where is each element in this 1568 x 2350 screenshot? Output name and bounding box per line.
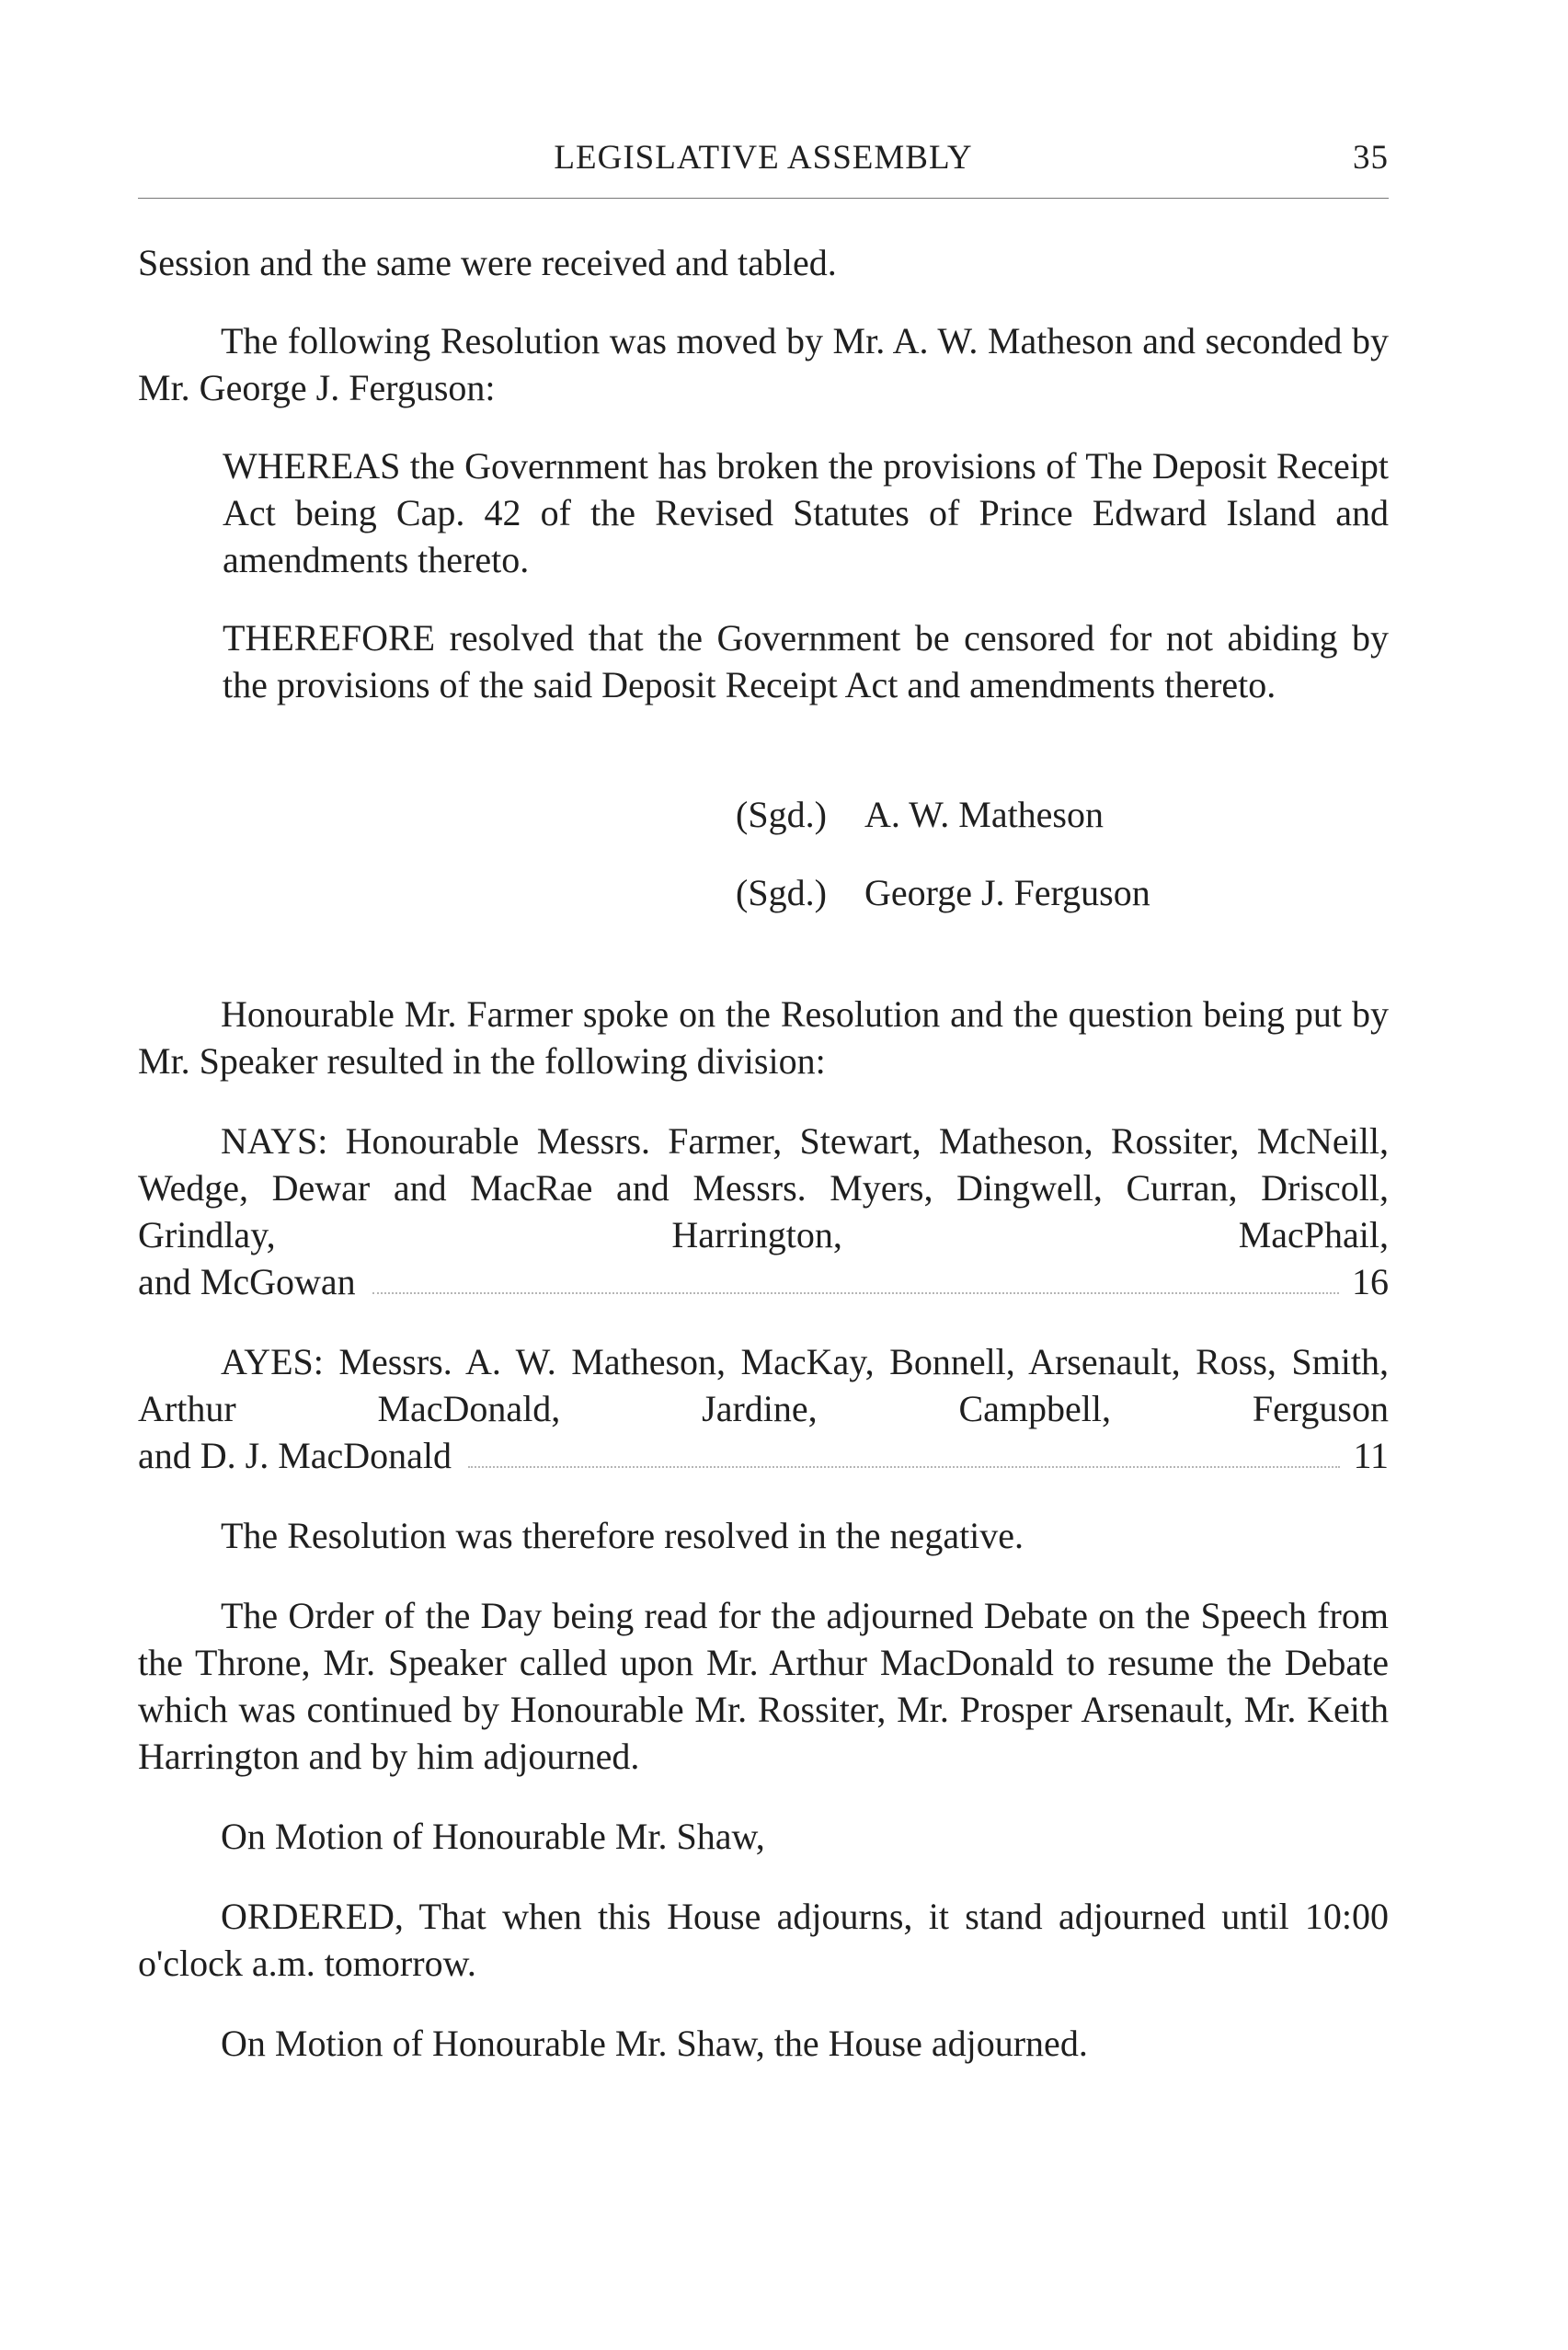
signature-label: (Sgd.) xyxy=(736,794,827,835)
signature-line xyxy=(736,869,1389,916)
dot-leader xyxy=(468,1466,1340,1468)
resolution-negative-paragraph: The Resolution was therefore resolved in the negative. xyxy=(221,1515,1024,1556)
nays-division xyxy=(138,1118,1389,1305)
therefore-clause: THEREFORE resolved that the Government be censored for not abiding by the provisions of the said Deposit Receipt Act and amendments thereto. xyxy=(223,617,1389,705)
page-number: 35 xyxy=(1353,139,1389,177)
ayes-division xyxy=(138,1338,1389,1479)
ordered-paragraph: ORDERED, That when this House adjourns, it stand adjourned until 10:00 o'clock a.m. tomorrow. xyxy=(138,1896,1389,1984)
signature-name: George J. Ferguson xyxy=(864,872,1150,913)
order-of-day-paragraph: The Order of the Day being read for the adjourned Debate on the Speech from the Throne, Mr. Speaker called upon Mr. Arthur MacDonald to resume the Debate which was continued by Honourable Mr. Rossiter, Mr. Prosper Arsenault, Mr. Keith Harrington and by him adjourned. xyxy=(138,1595,1389,1777)
ayes-list: AYES: Messrs. A. W. Matheson, MacKay, Bonnell, Arsenault, Ross, Smith, Arthur MacDonald, Jardine, Campbell, Ferguson xyxy=(138,1341,1389,1429)
resolution-moved-paragraph: The following Resolution was moved by Mr. A. W. Matheson and seconded by Mr. George J. Ferguson: xyxy=(138,320,1389,408)
header-rule xyxy=(138,198,1389,199)
running-header xyxy=(138,138,1389,184)
nays-count: 16 xyxy=(1352,1261,1389,1302)
nays-list: NAYS: Honourable Messrs. Farmer, Stewart, Matheson, Rossiter, McNeill, Wedge, Dewar and MacRae and Messrs. Myers, Dingwell, Curran, Driscoll, Grindlay, Harrington, MacPhail, xyxy=(138,1120,1389,1255)
nays-last-names: and McGowan xyxy=(138,1261,356,1302)
signature-name: A. W. Matheson xyxy=(864,794,1104,835)
header-title: LEGISLATIVE ASSEMBLY xyxy=(554,139,973,177)
farmer-spoke-paragraph: Honourable Mr. Farmer spoke on the Resolution and the question being put by Mr. Speaker resulted in the following division: xyxy=(138,993,1389,1082)
dot-leader xyxy=(372,1292,1339,1294)
ayes-total-line xyxy=(138,1432,1389,1479)
nays-total-line xyxy=(138,1258,1389,1305)
motion-paragraph: On Motion of Honourable Mr. Shaw, xyxy=(221,1816,765,1857)
signature-label: (Sgd.) xyxy=(736,872,827,913)
ayes-last-names: and D. J. MacDonald xyxy=(138,1435,452,1476)
ayes-count: 11 xyxy=(1353,1435,1389,1476)
whereas-clause: WHEREAS the Government has broken the provisions of The Deposit Receipt Act being Cap. 42 of the Revised Statutes of Prince Edward Island and amendments thereto. xyxy=(223,445,1389,580)
adjourned-paragraph: On Motion of Honourable Mr. Shaw, the House adjourned. xyxy=(221,2023,1088,2064)
resolution-text xyxy=(223,442,1389,708)
journal-body xyxy=(138,239,1389,2067)
session-tabled-paragraph: Session and the same were received and tabled. xyxy=(138,242,837,283)
signature-line xyxy=(736,791,1389,838)
